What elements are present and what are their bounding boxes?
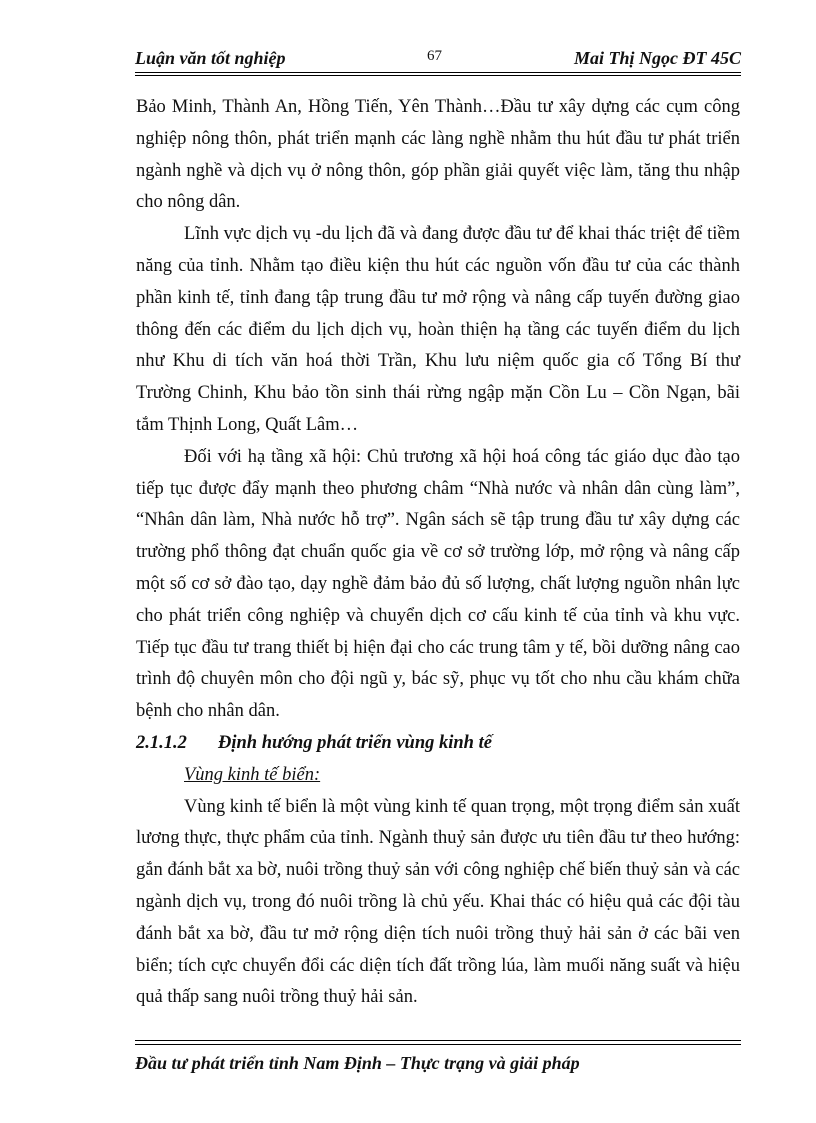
header-rule-second [135, 75, 741, 76]
paragraph-social-infrastructure: Đối với hạ tầng xã hội: Chủ trương xã hội hoá công tác giáo dục đào tạo tiếp tục được đẩy mạnh theo phương châm “Nhà nước và nhân dân cùng làm”, “Nhân dân làm, Nhà nước hỗ trợ”. Ngân sách sẽ tập trung đầu tư xây dựng các trường phổ thông đạt chuẩn quốc gia về cơ sở trường lớp, mở rộng và nâng cấp một số cơ sở đào tạo, dạy nghề đảm bảo đủ số lượng, chất lượng nguồn nhân lực cho phát triển công nghiệp và chuyển dịch cơ cấu kinh tế của tỉnh và khu vực. Tiếp tục đầu tư trang thiết bị hiện đại cho các trung tâm y tế, bồi dưỡng nâng cao trình độ chuyên môn cho đội ngũ y, bác sỹ, phục vụ tốt cho nhu cầu khám chữa bệnh cho nhân dân. [136, 446, 740, 722]
section-title: Định hướng phát triển vùng kinh tế [218, 732, 492, 753]
header-thesis-title: Luận văn tốt nghiệp [135, 48, 286, 68]
page-footer: Đầu tư phát triển tỉnh Nam Định – Thực trạng và giải pháp [135, 1053, 580, 1073]
paragraph-rural-industry: Bảo Minh, Thành An, Hồng Tiến, Yên Thành…Đầu tư xây dựng các cụm công nghiệp nông thôn, phát triển mạnh các làng nghề nhằm thu hút đầu tư phát triển ngành nghề và dịch vụ ở nông thôn, góp phần giải quyết việc làm, tăng thu nhập cho nông dân. [136, 97, 740, 213]
header-rule [135, 72, 741, 73]
section-heading [136, 728, 740, 760]
page-header [135, 48, 741, 70]
page-body [136, 92, 740, 1014]
page-number: 67 [427, 48, 442, 64]
footer-rule [135, 1040, 741, 1041]
paragraph-coastal-economy: Vùng kinh tế biển là một vùng kinh tế quan trọng, một trọng điểm sản xuất lương thực, thực phẩm của tỉnh. Ngành thuỷ sản được ưu tiên đầu tư theo hướng: gắn đánh bắt xa bờ, nuôi trồng thuỷ sản với công nghiệp chế biến thuỷ sản và các ngành dịch vụ, trong đó nuôi trồng là chủ yếu. Khai thác có hiệu quả các đội tàu đánh bắt xa bờ, đầu tư mở rộng diện tích nuôi trồng thuỷ hải sản ở các bãi ven biển; tích cực chuyển đổi các diện tích đất trồng lúa, làm muối năng suất và hiệu quả thấp sang nuôi trồng thuỷ hải sản. [136, 796, 740, 1008]
section-number: 2.1.1.2 [136, 732, 187, 753]
footer-rule-second [135, 1044, 741, 1045]
subsection-heading: Vùng kinh tế biển: [184, 764, 321, 785]
header-author: Mai Thị Ngọc ĐT 45C [573, 48, 741, 68]
paragraph-tourism: Lĩnh vực dịch vụ -du lịch đã và đang được đầu tư để khai thác triệt để tiềm năng của tỉnh. Nhằm tạo điều kiện thu hút các nguồn vốn đầu tư của các thành phần kinh tế, tỉnh đang tập trung đầu tư mở rộng và nâng cấp tuyến đường giao thông đến các điểm du lịch dịch vụ, hoàn thiện hạ tầng các tuyến điểm du lịch như Khu di tích văn hoá thời Trần, Khu lưu niệm quốc gia cố Tổng Bí thư Trường Chinh, Khu bảo tồn sinh thái rừng ngập mặn Cồn Lu – Cồn Ngạn, bãi tắm Thịnh Long, Quất Lâm… [136, 224, 740, 435]
